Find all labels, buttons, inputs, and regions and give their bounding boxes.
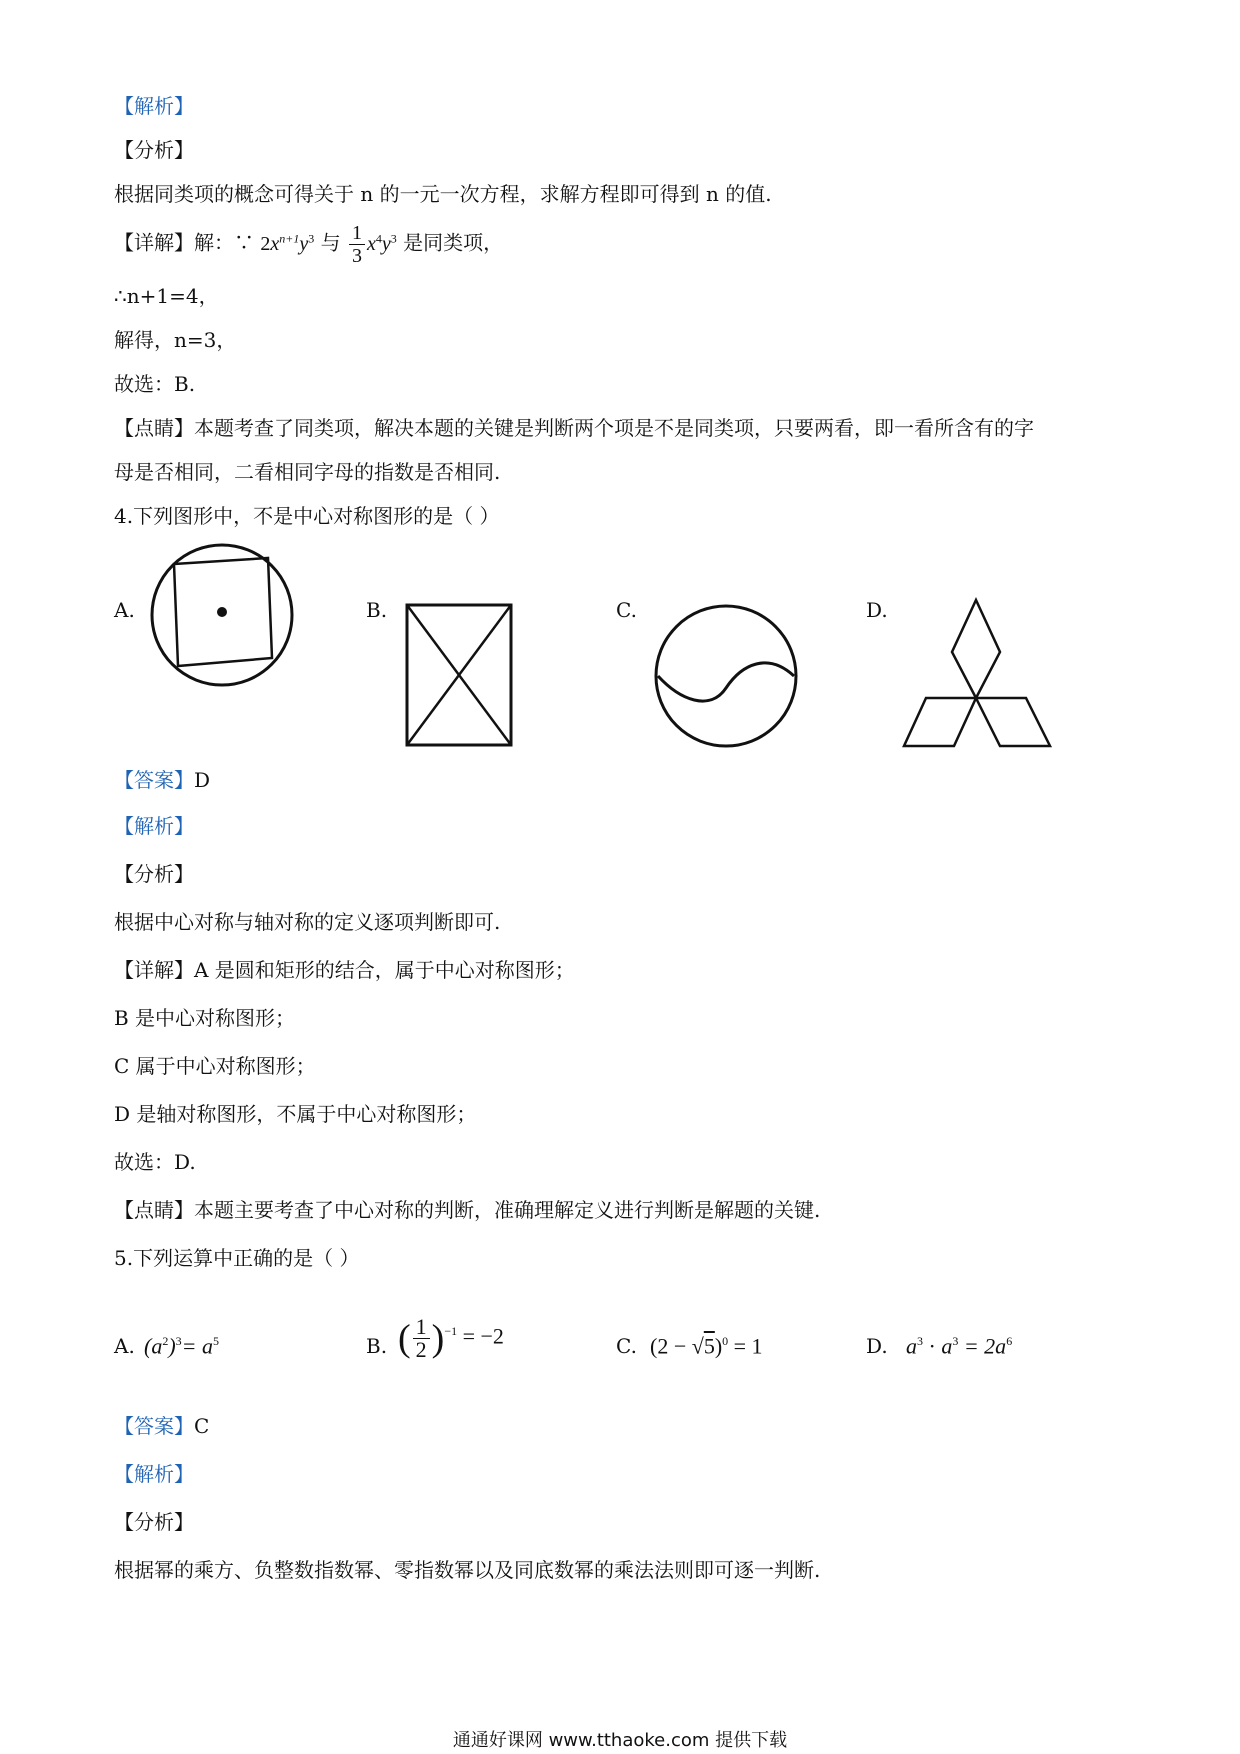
q5-answer: 【答案】C	[114, 1414, 210, 1438]
q5-option-c-label: C.	[616, 1334, 637, 1358]
figure-b-rectangle-diagonals	[404, 602, 516, 750]
q5-jiexi: 【解析】	[114, 1462, 194, 1486]
q4-fenxi-text: 根据中心对称与轴对称的定义逐项判断即可.	[114, 910, 501, 934]
figure-c-circle-wave	[650, 600, 802, 752]
dianjing-2: 母是否相同，二看相同字母的指数是否相同.	[114, 460, 501, 484]
q4-dianjing: 【点睛】本题主要考查了中心对称的判断，准确理解定义进行判断是解题的关键.	[114, 1198, 821, 1222]
footer-credit: 通通好课网 www.tthaoke.com 提供下载	[452, 1730, 788, 1751]
question-4: 4.下列图形中，不是中心对称图形的是（ ）	[114, 504, 500, 528]
step-1: ∴n+1=4，	[114, 284, 219, 308]
q5-expr-a: $(a^2)^3= a^5$	[144, 1333, 220, 1359]
yu-word: 与	[320, 230, 341, 255]
q4-answer: 【答案】D	[114, 768, 211, 792]
fenxi-label: 【分析】	[114, 138, 194, 162]
dianjing-1: 【点睛】本题考查了同类项，解决本题的关键是判断两个项是不是同类项，只要两看，即一看所含有的字	[114, 416, 1034, 440]
q5-option-a-label: A.	[114, 1334, 135, 1358]
term-1: $2x^{n+1}y^3$	[260, 231, 315, 255]
q4-option-c-label: C.	[616, 598, 637, 622]
q4-jiexi: 【解析】	[114, 814, 194, 838]
jiexi-label: 【解析】	[114, 94, 194, 118]
xiangjie-line	[114, 216, 503, 267]
q5-expr-b: ( $\frac{1}{2}$ )$^{-1}$ = −2	[398, 1313, 504, 1362]
choose-b: 故选：B.	[114, 372, 196, 396]
question-5: 5.下列运算中正确的是（ ）	[114, 1246, 360, 1270]
term-2: $x^4y^3$	[366, 231, 397, 255]
q5-option-b-label: B.	[366, 1334, 388, 1358]
figure-a-circle-square	[146, 540, 298, 690]
figure-d-three-rhombi	[900, 596, 1054, 752]
q4-option-b-label: B.	[366, 598, 388, 622]
q4-detail-3: C 属于中心对称图形；	[114, 1054, 316, 1078]
q4-option-a-label: A.	[114, 598, 135, 622]
fraction-one-third: $\frac{1}{3}$	[349, 222, 365, 267]
q4-detail-4: D 是轴对称图形，不属于中心对称图形；	[114, 1102, 477, 1126]
q4-detail-1: 【详解】A 是圆和矩形的结合，属于中心对称图形；	[114, 958, 575, 982]
fenxi-text: 根据同类项的概念可得关于 n 的一元一次方程，求解方程即可得到 n 的值.	[114, 182, 772, 206]
q4-detail-2: B 是中心对称图形；	[114, 1006, 296, 1030]
xiangjie-tail: 是同类项，	[403, 230, 504, 255]
step-2: 解得，n=3，	[114, 328, 237, 352]
q5-fenxi: 【分析】	[114, 1510, 194, 1534]
xiangjie-label: 【详解】解：∵	[114, 230, 254, 255]
q5-fenxi-text: 根据幂的乘方、负整数指数幂、零指数幂以及同底数幂的乘法法则即可逐一判断.	[114, 1558, 821, 1582]
q5-expr-c: $(2 - √5)^0 = 1$	[650, 1333, 763, 1359]
q5-expr-d: $a^3 \cdot a^3 = 2a^6$	[906, 1333, 1013, 1359]
q4-fenxi: 【分析】	[114, 862, 194, 886]
q4-choose: 故选：D.	[114, 1150, 196, 1174]
q4-option-d-label: D.	[866, 598, 888, 622]
q5-option-d-label: D.	[866, 1334, 888, 1358]
